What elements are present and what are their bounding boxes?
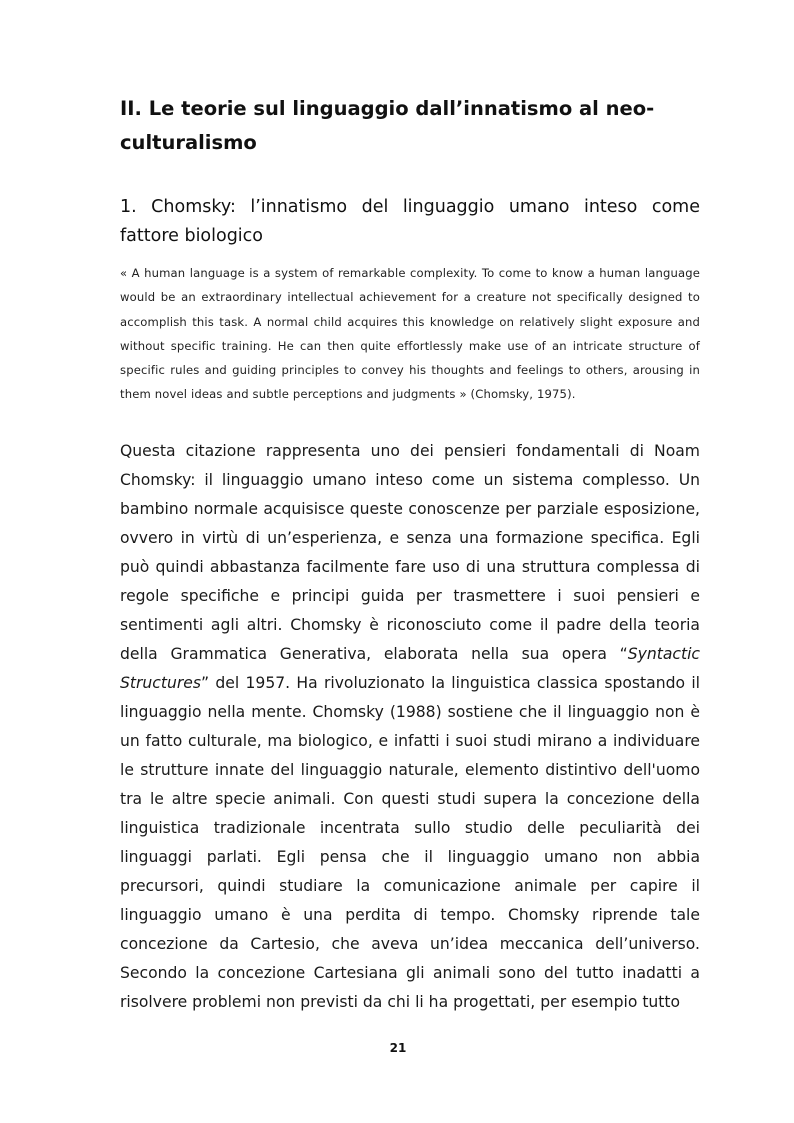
block-quote: « A human language is a system of remarkable complexity. To come to know a human language would be an extraordinary intellectual achievement for a creature not specifically designed to accomplish this task. A normal child acquires this knowledge on relatively slight exposure and without specific training. He can then quite effortlessly make use of an intricate structure of specific rules and guiding principles to convey his thoughts and feelings to others, arousing in them novel ideas and subtle perceptions and judgments » (Chomsky, 1975). xyxy=(120,266,700,402)
book-title-italic: Syntactic Structures xyxy=(120,645,700,692)
section-title: 1. Chomsky: l’innatismo del linguaggio umano inteso come fattore biologico xyxy=(120,197,700,246)
chapter-title: II. Le teorie sul linguaggio dall’innatismo al neo-culturalismo xyxy=(120,97,655,154)
body-paragraph xyxy=(120,437,700,1017)
body-text-part-2: ” del 1957. Ha rivoluzionato la linguistica classica spostando il linguaggio nella mente. Chomsky (1988) sostiene che il linguaggio non è un fatto culturale, ma biologico, e infatti i suoi studi mirano a individuare le strutture innate del linguaggio naturale, elemento distintivo dell'uomo tra le altre specie animali. Con questi studi supera la concezione della linguistica tradizionale incentrata sullo studio delle peculiarità dei linguaggi parlati. Egli pensa che il linguaggio umano non abbia precursori, quindi studiare la comunicazione animale per capire il linguaggio umano è una perdita di tempo. Chomsky riprende tale concezione da Cartesio, che aveva un’idea meccanica dell’universo. Secondo la concezione Cartesiana gli animali sono del tutto inadatti a risolvere problemi non previsti da chi li ha progettati, per esempio tutto xyxy=(120,674,700,1011)
page-number: 21 xyxy=(389,1041,407,1055)
document-page xyxy=(120,0,700,1123)
body-text-part-1: Questa citazione rappresenta uno dei pensieri fondamentali di Noam Chomsky: il linguaggio umano inteso come un sistema complesso. Un bambino normale acquisisce queste conoscenze per parziale esposizione, ovvero in virtù di un’esperienza, e senza una formazione specifica. Egli può quindi abbastanza facilmente fare uso di una struttura complessa di regole specifiche e principi guida per trasmettere i suoi pensieri e sentimenti agli altri. Chomsky è riconosciuto come il padre della teoria della Grammatica Generativa, elaborata nella sua opera “ xyxy=(120,442,700,663)
